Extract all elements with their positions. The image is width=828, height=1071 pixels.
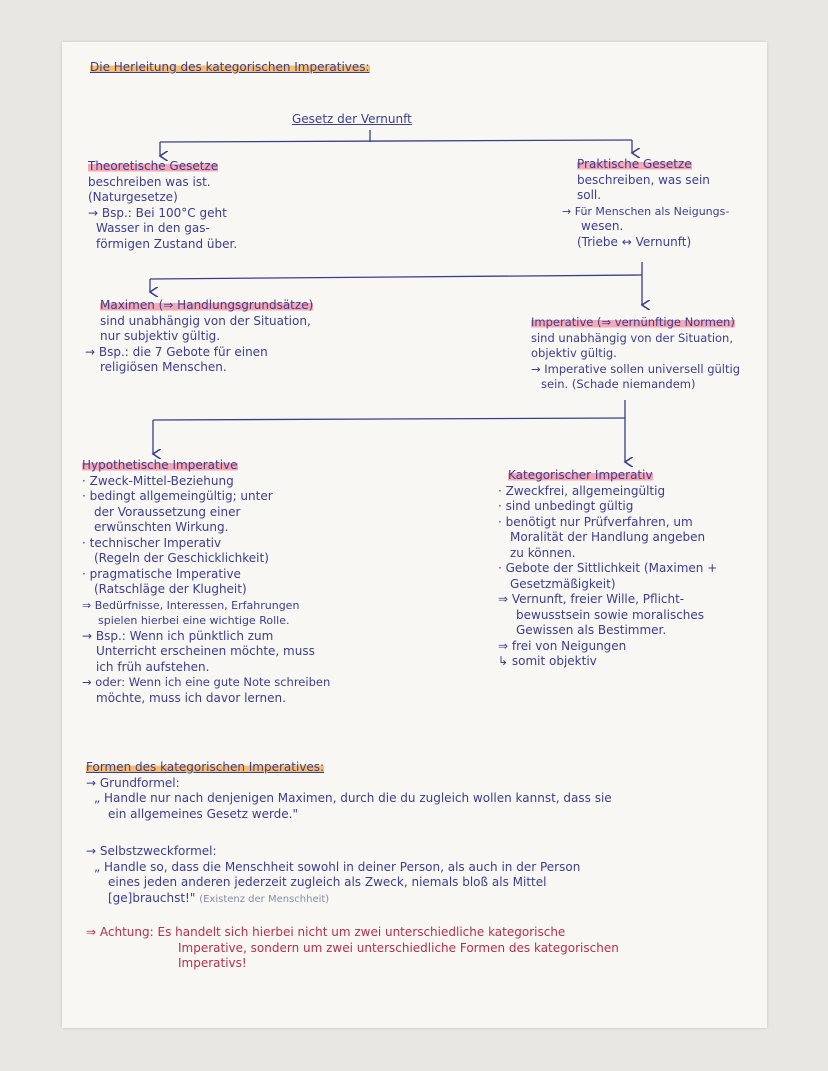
page-title: Die Herleitung des kategorischen Imperatives: (90, 60, 370, 74)
categorical-line: · Gebote der Sittlichkeit (Maximen + (498, 561, 718, 575)
practical-line: beschreiben, was sein (577, 172, 710, 187)
categorical-line: · Zweckfrei, allgemeingültig (498, 483, 666, 498)
root-node: Gesetz der Vernunft (292, 112, 412, 126)
categorical-heading: Kategorischer Imperativ (508, 468, 653, 482)
categorical-line: ⇒ Vernunft, freier Wille, Pflicht- (498, 592, 685, 606)
hypothetical-line: spielen hierbei eine wichtige Rolle. (98, 614, 290, 627)
categorical-line: Gewissen als Bestimmer. (516, 623, 667, 637)
grundformel-quote-line: „ Handle nur nach denjenigen Maximen, durch die du zugleich wollen kannst, dass sie (94, 791, 612, 805)
forms-section (86, 760, 619, 972)
achtung-line: Imperative, sondern um zwei unterschiedliche Formen des kategorischen (178, 940, 619, 955)
maximen-line: nur subjektiv gültig. (100, 329, 221, 343)
categorical-line: Moralität der Handlung angeben (510, 530, 706, 544)
selbstzweck-quote-line: eines jeden anderen jederzeit zugleich als Zweck, niemals bloß als Mittel (108, 875, 547, 889)
selbstzweck-quote-line: „ Handle so, dass die Menschheit sowohl in deiner Person, als auch in der Person (94, 859, 581, 874)
maximen-block (85, 298, 314, 376)
practical-laws-block (562, 157, 730, 250)
hypothetical-line: · bedingt allgemeingültig; unter (82, 489, 273, 503)
hypothetical-line: · pragmatische Imperative (82, 566, 241, 581)
achtung-label: ⇒ Achtung: (86, 925, 154, 939)
practical-line: (Triebe ↔ Vernunft) (577, 234, 692, 249)
theoretical-laws-block (88, 159, 237, 252)
grundformel-quote-line: ein allgemeines Gesetz werde." (108, 806, 299, 821)
grundformel-label: → Grundformel: (86, 775, 180, 790)
imperative-line: sein. (Schade niemandem) (541, 377, 696, 391)
theoretical-line: (Naturgesetze) (88, 190, 178, 204)
maximen-heading: Maximen (⇒ Handlungsgrundsätze) (100, 298, 314, 312)
categorical-line: ↳ somit objektiv (498, 654, 597, 668)
imperative-heading: Imperative (⇒ vernünftige Normen) (531, 315, 735, 329)
hypothetical-line: (Regeln der Geschicklichkeit) (94, 551, 269, 565)
hypothetical-line: ⇒ Bedürfnisse, Interessen, Erfahrungen (82, 598, 300, 612)
practical-line: → Für Menschen als Neigungs- (562, 204, 730, 218)
theoretical-line: Wasser in den gas- (96, 221, 210, 235)
selbstzweck-quote-line: [ge]brauchst!" (108, 890, 196, 905)
selbstzweck-label: → Selbstzweckformel: (86, 844, 217, 858)
practical-line: wesen. (581, 219, 624, 233)
hypothetical-line: ich früh aufstehen. (96, 659, 210, 674)
achtung-line: Es handelt sich hierbei nicht um zwei unterschiedliche kategorische (157, 925, 566, 939)
maximen-line: sind unabhängig von der Situation, (100, 313, 311, 328)
hypothetical-line: → Bsp.: Wenn ich pünktlich zum (82, 628, 274, 643)
achtung-line: Imperativs! (178, 956, 247, 970)
theoretical-line: förmigen Zustand über. (96, 236, 238, 251)
hypothetical-line: · technischer Imperativ (82, 535, 222, 550)
hypothetical-block (82, 458, 330, 706)
hypothetical-line: der Voraussetzung einer (94, 504, 241, 519)
forms-heading: Formen des kategorischen Imperatives: (86, 760, 325, 774)
theoretical-line: → Bsp.: Bei 100°C geht (88, 205, 227, 220)
hypothetical-line: möchte, muss ich davor lernen. (96, 690, 286, 705)
imperative-line: sind unabhängig von der Situation, (531, 330, 733, 345)
theoretical-line: beschreiben was ist. (88, 174, 211, 189)
categorical-line: · benötigt nur Prüfverfahren, um (498, 514, 693, 529)
hypothetical-heading: Hypothetische Imperative (82, 458, 238, 472)
categorical-line: Gesetzmäßigkeit) (510, 576, 616, 591)
categorical-line: ⇒ frei von Neigungen (498, 638, 627, 653)
theoretical-heading: Theoretische Gesetze (88, 159, 219, 173)
categorical-line: zu können. (510, 545, 576, 560)
imperative-line: objektiv gültig. (531, 346, 617, 360)
categorical-block (498, 468, 717, 670)
hypothetical-line: erwünschten Wirkung. (94, 520, 229, 534)
maximen-line: religiösen Menschen. (100, 360, 227, 374)
categorical-line: bewusstsein sowie moralisches (516, 607, 705, 622)
hypothetical-line: (Ratschläge der Klugheit) (94, 582, 247, 596)
hypothetical-line: → oder: Wenn ich eine gute Note schreiben (82, 675, 331, 689)
hypothetical-line: Unterricht erscheinen möchte, muss (96, 644, 315, 658)
selbstzweck-note: (Existenz der Menschheit) (199, 893, 330, 905)
maximen-line: → Bsp.: die 7 Gebote für einen (85, 344, 268, 359)
imperative-line: → Imperative sollen universell gültig (531, 361, 740, 376)
practical-heading: Praktische Gesetze (577, 157, 692, 171)
categorical-line: · sind unbedingt gültig (498, 499, 634, 513)
hypothetical-line: · Zweck-Mittel-Beziehung (82, 473, 234, 488)
practical-line: soll. (577, 188, 602, 202)
imperative-block (531, 315, 740, 393)
